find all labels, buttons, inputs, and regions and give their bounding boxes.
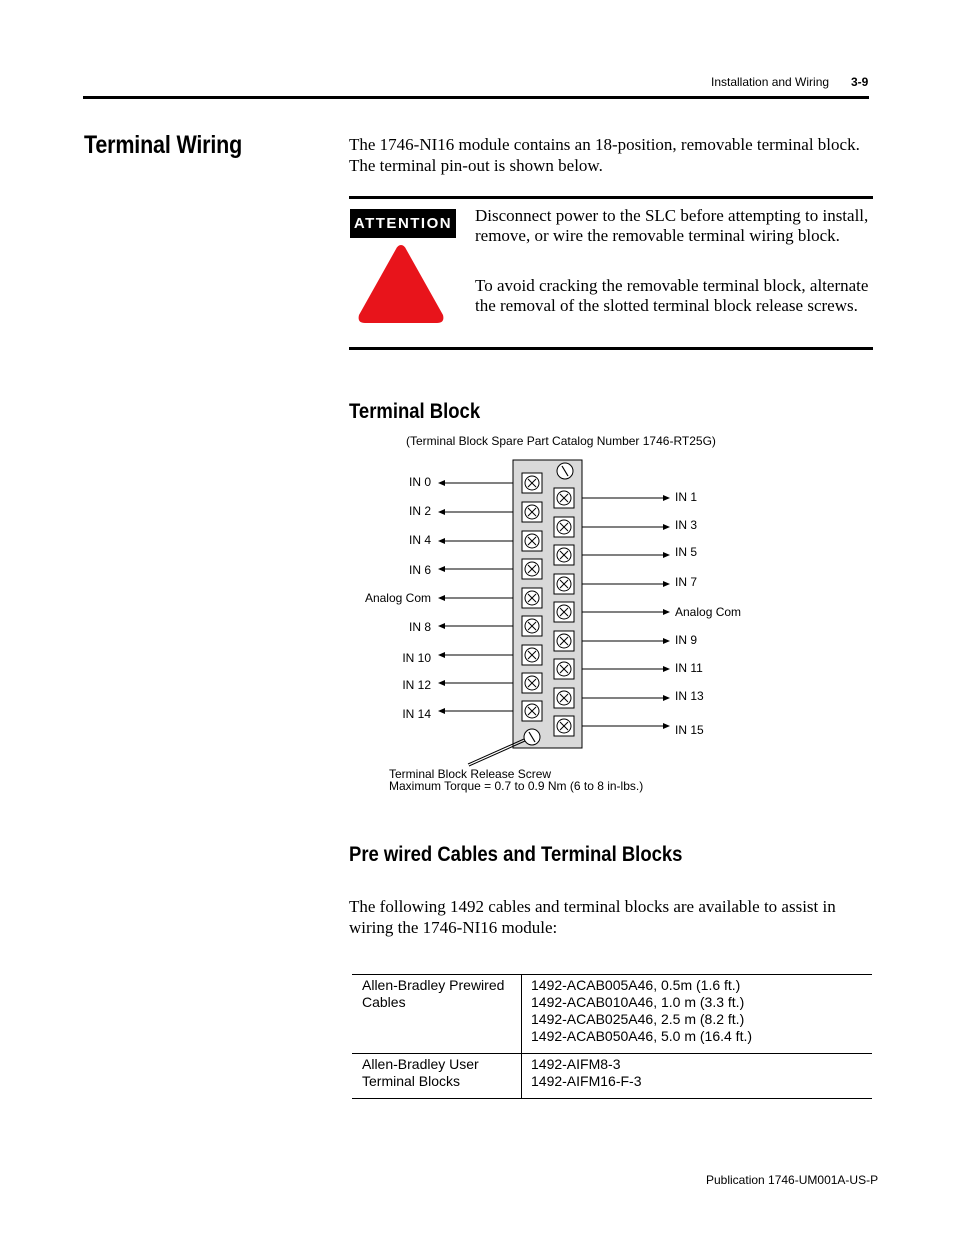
product-name-line: Terminal Blocks [362,1073,461,1089]
right-terminal-label: IN 9 [675,633,698,647]
catalog-number: 1492-AIFM16-F-3 [531,1073,642,1089]
left-terminal-label: IN 4 [408,533,431,547]
right-terminal-label: IN 5 [675,545,698,559]
prewired-title: Pre wired Cables and Terminal Blocks [349,843,683,866]
catalog-number: 1492-ACAB005A46, 0.5m (1.6 ft.) [531,977,741,993]
right-terminal-label: Analog Com [675,605,742,619]
product-name-cell [352,1054,522,1099]
intro-paragraph: The 1746-NI16 module contains an 18-position, removable terminal block. The terminal pin-out is shown below. [349,135,860,175]
attention-badge: ATTENTION [350,209,456,238]
table-row [352,1054,872,1099]
terminal-block-title: Terminal Block [349,400,481,423]
left-terminal-label: IN 8 [408,620,431,634]
terminal-block-caption: (Terminal Block Spare Part Catalog Number 1746-RT25G) [406,434,716,448]
left-terminal-label: IN 14 [402,707,431,721]
right-terminal-label: IN 13 [675,689,704,703]
right-terminal-label: IN 11 [675,661,703,675]
right-terminal-label: IN 1 [675,490,698,504]
catalog-number: 1492-ACAB025A46, 2.5 m (8.2 ft.) [531,1011,745,1027]
publication-footer: Publication 1746-UM001A-US-P [706,1173,879,1187]
table-row [352,975,872,1054]
left-terminal-label: IN 2 [408,504,431,518]
right-terminal-label: IN 15 [675,723,704,737]
catalog-number: 1492-ACAB010A46, 1.0 m (3.3 ft.) [531,994,745,1010]
prewired-body: The following 1492 cables and terminal blocks are available to assist in wiring the 1746-NI16 module: [349,897,836,937]
right-terminal-label: IN 3 [675,518,698,532]
catalog-number: 1492-ACAB050A46, 5.0 m (16.4 ft.) [531,1028,753,1044]
product-name-line: Allen-Bradley User [362,1056,479,1072]
release-screw-pointer [469,741,525,766]
left-terminal-label: IN 12 [402,678,431,692]
attention-paragraph-2: To avoid cracking the removable terminal block, alternate the removal of the slotted terminal block release screws. [475,276,869,315]
left-terminal-label: IN 10 [402,651,431,665]
release-screw-note [389,768,643,792]
product-name-cell [352,975,522,1054]
catalog-numbers-cell [522,975,873,1054]
page-number: 3-9 [851,75,869,89]
section-title: Terminal Wiring [84,131,243,159]
left-terminal-label: Analog Com [364,591,431,605]
left-terminal-label: IN 0 [408,475,431,489]
release-screw-label: Terminal Block Release Screw [389,767,552,781]
catalog-numbers-cell [522,1054,873,1099]
left-terminal-label: IN 6 [408,563,431,577]
running-header-section: Installation and Wiring [711,75,830,89]
catalog-number: 1492-AIFM8-3 [531,1056,621,1072]
product-name-line: Cables [362,994,406,1010]
product-name-line: Allen-Bradley Prewired [362,977,505,993]
attention-paragraph-1: Disconnect power to the SLC before attempting to install, remove, or wire the removable terminal wiring block. [475,206,869,245]
right-terminal-label: IN 7 [675,575,698,589]
cable-table [352,974,872,1099]
torque-label: Maximum Torque = 0.7 to 0.9 Nm (6 to 8 in-lbs.) [389,779,644,793]
